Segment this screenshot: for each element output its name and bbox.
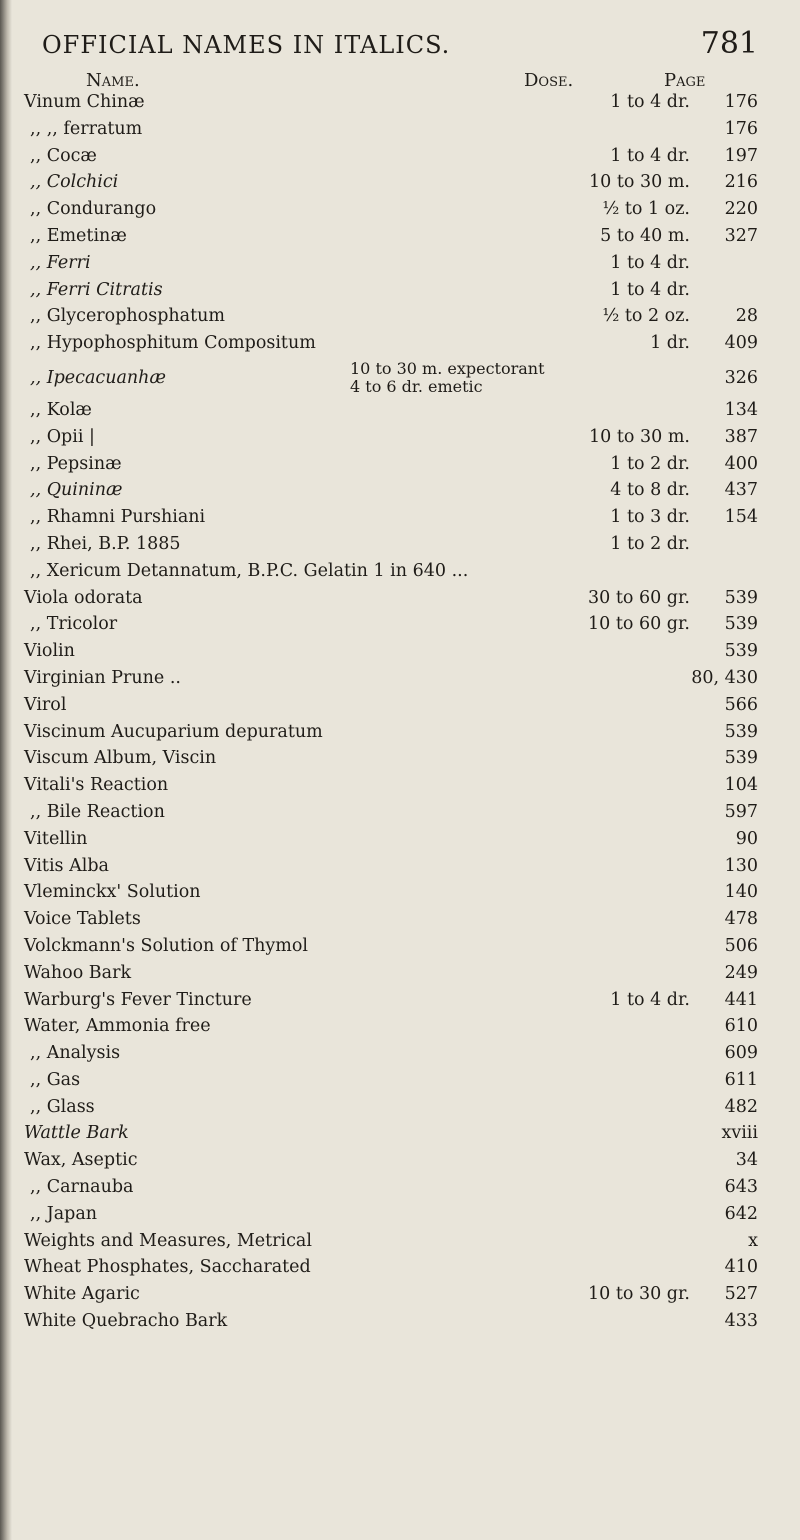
entry-page: 539 (724, 748, 758, 769)
index-entry (0, 172, 800, 199)
index-entry (0, 1204, 800, 1231)
running-title: OFFICIAL NAMES IN ITALICS. (42, 31, 451, 59)
entry-dose: 1 to 4 dr. (610, 279, 690, 300)
entry-dose: ½ to 2 oz. (602, 306, 690, 327)
index-entry (0, 641, 800, 668)
entry-dose: 10 to 30 m. (589, 172, 690, 193)
index-entry (0, 119, 800, 146)
entry-dose: ½ to 1 oz. (602, 199, 690, 220)
entry-page: 437 (724, 480, 758, 501)
entry-page: 140 (724, 882, 758, 903)
index-entry (0, 909, 800, 936)
entry-page: 176 (724, 92, 758, 112)
index-entry (0, 360, 800, 400)
entry-page: 197 (724, 145, 758, 166)
entry-name: ,, Glass (30, 1096, 95, 1117)
entry-name: ,, Condurango (30, 199, 157, 220)
entry-name: ,, Xericum Detannatum, B.P.C. Gelatin 1 in 640 ... (30, 560, 469, 581)
entry-page: 643 (724, 1177, 758, 1198)
column-header-dose: Dose. (524, 70, 574, 91)
entry-name: ,, Ferri (30, 252, 91, 273)
entry-name: Viscum Album, Viscin (24, 748, 217, 769)
entry-name: Viola odorata (24, 587, 143, 608)
entry-name: ,, Gas (30, 1069, 81, 1090)
entry-name: ,, Pepsinæ (30, 453, 122, 474)
entry-name: ,, Glycerophosphatum (30, 306, 226, 327)
entry-name: Viscinum Aucuparium depuratum (24, 721, 323, 742)
entry-page: 134 (724, 399, 758, 420)
entry-name: Violin (24, 641, 75, 662)
page-number: 781 (700, 26, 758, 61)
entry-page: 506 (724, 935, 758, 956)
entry-dose: 10 to 30 m. (589, 426, 690, 447)
entry-name: ,, Colchici (30, 172, 119, 193)
index-entry (0, 400, 800, 427)
entry-page: 527 (724, 1284, 758, 1305)
entry-page: 28 (735, 306, 758, 327)
entry-page: 539 (724, 587, 758, 608)
entry-page: 597 (724, 801, 758, 822)
entry-page: 220 (724, 199, 758, 220)
entry-name: Vitis Alba (24, 855, 109, 876)
index-entry (0, 1070, 800, 1097)
entry-page: 410 (724, 1257, 758, 1278)
entry-page: 216 (724, 172, 758, 193)
entry-name: Water, Ammonia free (24, 1016, 211, 1037)
index-entry (0, 507, 800, 534)
entry-dose: 30 to 60 gr. (587, 587, 690, 608)
entry-name: ,, Emetinæ (30, 225, 127, 246)
column-header-name: Name. (86, 70, 140, 91)
index-entry (0, 1043, 800, 1070)
index-entry (0, 695, 800, 722)
entry-name: Virginian Prune .. (24, 667, 181, 688)
entry-page: 642 (724, 1203, 758, 1224)
entry-name: Vitali's Reaction (24, 775, 169, 796)
index-entry (0, 1311, 800, 1338)
entry-page: 90 (735, 828, 758, 849)
entry-page: 539 (724, 614, 758, 635)
entry-name: ,, Ipecacuanhæ (30, 367, 166, 388)
entry-dose: 1 to 2 dr. (610, 453, 690, 474)
entry-page: 154 (724, 507, 758, 528)
index-entry (0, 936, 800, 963)
entry-name: Weights and Measures, Metrical (24, 1230, 312, 1251)
entry-dose: 5 to 40 m. (600, 225, 690, 246)
entry-page: 34 (735, 1150, 758, 1171)
entry-dose: 1 to 4 dr. (610, 989, 690, 1010)
index-entry (0, 1257, 800, 1284)
index-entries (0, 92, 800, 1338)
entry-name: ,, ,, ferratum (30, 118, 143, 139)
index-entry (0, 668, 800, 695)
index-entry (0, 1231, 800, 1258)
index-entry (0, 1097, 800, 1124)
entry-page: 566 (724, 694, 758, 715)
index-entry (0, 253, 800, 280)
index-entry (0, 1123, 800, 1150)
index-entry (0, 829, 800, 856)
entry-page: 176 (724, 118, 758, 139)
entry-page: 409 (724, 333, 758, 354)
entry-name: ,, Rhei, B.P. 1885 (30, 533, 181, 554)
column-header-page: Page (664, 70, 706, 91)
entry-dose: 1 to 3 dr. (610, 507, 690, 528)
index-entry (0, 722, 800, 749)
entry-name: ,, Quininæ (30, 480, 123, 501)
index-entry (0, 226, 800, 253)
entry-dose: 1 to 2 dr. (610, 533, 690, 554)
index-entry (0, 1177, 800, 1204)
entry-name: Virol (24, 694, 67, 715)
entry-page: 433 (724, 1311, 758, 1332)
entry-page: xviii (721, 1123, 758, 1144)
entry-page: 327 (724, 225, 758, 246)
index-entry (0, 1016, 800, 1043)
entry-page: 482 (724, 1096, 758, 1117)
index-entry (0, 480, 800, 507)
index-entry (0, 990, 800, 1017)
index-entry (0, 199, 800, 226)
entry-name: White Quebracho Bark (24, 1311, 228, 1332)
index-entry (0, 963, 800, 990)
entry-page: 611 (724, 1069, 758, 1090)
entry-page: 130 (724, 855, 758, 876)
index-entry (0, 146, 800, 173)
entry-name: Wahoo Bark (24, 962, 132, 983)
entry-page: 609 (724, 1043, 758, 1064)
entry-name: Warburg's Fever Tincture (24, 989, 252, 1010)
index-entry (0, 92, 800, 119)
entry-name: Wheat Phosphates, Saccharated (24, 1257, 311, 1278)
entry-dose: 10 to 30 gr. (587, 1284, 690, 1305)
entry-dose: 1 to 4 dr. (610, 252, 690, 273)
entry-dose: 1 dr. (650, 333, 690, 354)
index-entry (0, 802, 800, 829)
entry-name: ,, Carnauba (30, 1177, 134, 1198)
entry-name: ,, Cocæ (30, 145, 97, 166)
index-entry (0, 561, 800, 588)
entry-name: ,, Bile Reaction (30, 801, 165, 822)
page-header (42, 26, 762, 66)
index-entry (0, 856, 800, 883)
index-entry (0, 748, 800, 775)
entry-page: 610 (724, 1016, 758, 1037)
entry-page: 387 (724, 426, 758, 447)
entry-page: 539 (724, 641, 758, 662)
entry-name: ,, Hypophosphitum Compositum (30, 333, 316, 354)
entry-name: White Agaric (24, 1284, 140, 1305)
entry-name: ,, Tricolor (30, 614, 118, 635)
entry-name: ,, Rhamni Purshiani (30, 507, 206, 528)
column-headers (0, 70, 800, 94)
entry-name: Wattle Bark (24, 1123, 129, 1144)
index-entry (0, 1150, 800, 1177)
entry-dose: 4 to 8 dr. (610, 480, 690, 501)
index-entry (0, 427, 800, 454)
index-entry (0, 333, 800, 360)
entry-dose-line: 10 to 30 m. expectorant (350, 358, 545, 378)
entry-page: 249 (724, 962, 758, 983)
entry-name: Wax, Aseptic (24, 1150, 138, 1171)
index-entry (0, 882, 800, 909)
entry-name: Vinum Chinæ (24, 92, 145, 112)
index-entry (0, 588, 800, 615)
entry-name: ,, Analysis (30, 1043, 121, 1064)
index-entry (0, 454, 800, 481)
entry-name: ,, Opii | (30, 426, 95, 447)
entry-page: 539 (724, 721, 758, 742)
entry-dose: 10 to 60 gr. (587, 614, 690, 635)
entry-dose: 1 to 4 dr. (610, 145, 690, 166)
index-entry (0, 614, 800, 641)
entry-page: 441 (724, 989, 758, 1010)
entry-dose: 1 to 4 dr. (610, 92, 690, 112)
entry-dose-brace (350, 360, 545, 396)
entry-name: Voice Tablets (24, 909, 141, 930)
entry-name: ,, Kolæ (30, 399, 92, 420)
index-entry (0, 1284, 800, 1311)
entry-page: 104 (724, 775, 758, 796)
index-entry (0, 306, 800, 333)
entry-page: 478 (724, 909, 758, 930)
entry-name: ,, Ferri Citratis (30, 279, 163, 300)
entry-page: x (748, 1230, 758, 1251)
index-entry (0, 775, 800, 802)
entry-page: 326 (724, 367, 758, 388)
entry-name: Volckmann's Solution of Thymol (24, 935, 309, 956)
entry-name: Vitellin (24, 828, 88, 849)
entry-page: 400 (724, 453, 758, 474)
index-entry (0, 534, 800, 561)
entry-dose-line: 4 to 6 dr. emetic (350, 376, 483, 396)
entry-page: 80, 430 (691, 667, 758, 688)
entry-name: Vleminckx' Solution (24, 882, 201, 903)
entry-name: ,, Japan (30, 1203, 98, 1224)
index-entry (0, 280, 800, 307)
